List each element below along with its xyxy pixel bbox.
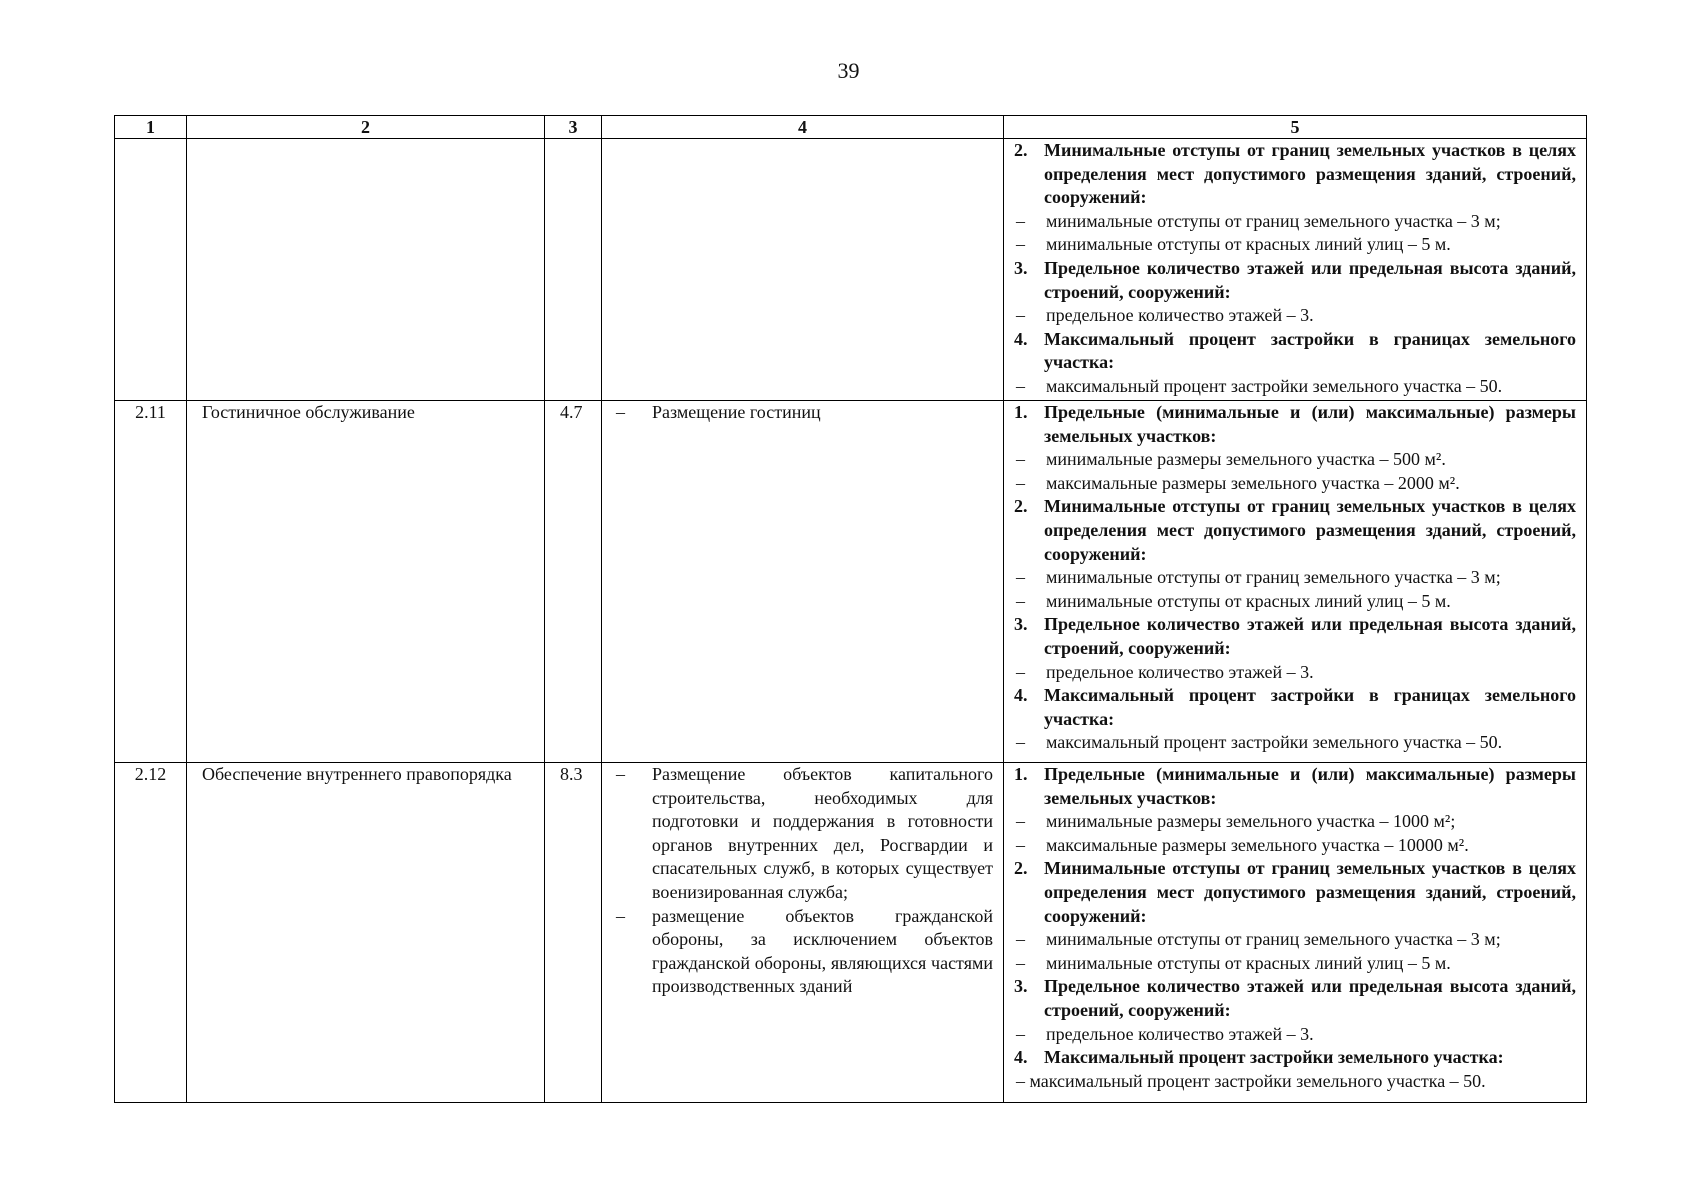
table-row — [115, 401, 1587, 763]
header-row — [115, 116, 1587, 139]
parameter-text: минимальные отступы от границ земельного участка – 3 м; — [1046, 567, 1501, 588]
parameter-text: минимальные размеры земельного участка – 1000 м²; — [1046, 811, 1456, 832]
use-type-code — [545, 139, 602, 401]
item-number: 4. — [1014, 1047, 1028, 1068]
parameter-value — [1014, 952, 1576, 976]
parameter-text: предельное количество этажей – 3. — [1046, 305, 1314, 326]
parameters-cell — [1004, 763, 1587, 1103]
dash-marker: – — [1016, 1023, 1025, 1044]
dash-marker: – — [1016, 811, 1025, 832]
parameter-value — [1014, 1023, 1576, 1047]
use-type-name — [187, 139, 545, 401]
description-item — [614, 763, 993, 905]
item-number: 2. — [1014, 858, 1028, 879]
row-number: 2.11 — [115, 401, 187, 763]
parameter-text: максимальные размеры земельного участка – 2000 м². — [1046, 472, 1460, 493]
parameter-heading — [1014, 257, 1576, 304]
parameter-text: Минимальные отступы от границ земельных участков в целях определения мест допустимого размещения зданий, строений, сооружений: — [1044, 140, 1576, 208]
item-number: 1. — [1014, 764, 1028, 784]
parameter-value — [1014, 448, 1576, 472]
dash-marker: – — [1016, 472, 1025, 493]
parameter-text: Предельное количество этажей или предельная высота зданий, строений, сооружений: — [1044, 257, 1576, 302]
use-type-name: Обеспечение внутреннего правопорядка — [187, 763, 545, 1103]
parameter-value — [1014, 810, 1576, 834]
row-number: 2.12 — [115, 763, 187, 1103]
parameter-text: максимальный процент застройки земельного участка – 50. — [1029, 1070, 1486, 1091]
table-body — [115, 139, 1587, 1103]
header-cell-3: 3 — [545, 116, 602, 139]
header-cell-4: 4 — [602, 116, 1004, 139]
parameter-heading — [1014, 139, 1576, 210]
parameter-text: минимальные отступы от границ земельного участка – 3 м; — [1046, 210, 1501, 231]
parameter-value — [1014, 928, 1576, 952]
parameter-text: предельное количество этажей – 3. — [1046, 661, 1314, 682]
parameter-heading — [1014, 857, 1576, 928]
parameter-text: максимальный процент застройки земельного участка – 50. — [1046, 732, 1503, 753]
item-number: 3. — [1014, 976, 1028, 997]
parameter-text: максимальные размеры земельного участка – 10000 м². — [1046, 834, 1469, 855]
parameter-heading — [1014, 401, 1576, 448]
parameter-text: минимальные отступы от красных линий улиц – 5 м. — [1046, 234, 1451, 255]
dash-marker: – — [1016, 210, 1025, 231]
dash-marker: – — [1016, 661, 1025, 682]
table-row — [115, 763, 1587, 1103]
parameter-heading — [1014, 1046, 1576, 1070]
dash-marker: – — [1016, 1070, 1025, 1091]
regulations-table — [114, 115, 1587, 1103]
parameter-value — [1014, 233, 1576, 257]
parameter-text: Максимальный процент застройки земельного участка: — [1044, 1047, 1504, 1068]
row-number — [115, 139, 187, 401]
parameters-cell — [1004, 401, 1587, 763]
parameter-text: Максимальный процент застройки в границах земельного участка: — [1044, 685, 1576, 729]
dash-marker: – — [1016, 952, 1025, 973]
parameter-text: Предельное количество этажей или предельная высота зданий, строений, сооружений: — [1044, 614, 1576, 658]
header-cell-1: 1 — [115, 116, 187, 139]
parameter-text: минимальные отступы от красных линий улиц – 5 м. — [1046, 590, 1451, 611]
dash-marker: – — [1016, 375, 1025, 396]
parameter-text: минимальные размеры земельного участка – 500 м². — [1046, 449, 1446, 470]
header-cell-2: 2 — [187, 116, 545, 139]
dash-marker: – — [1016, 234, 1025, 255]
dash-marker: – — [616, 402, 625, 422]
use-description — [602, 763, 1004, 1103]
parameter-text: минимальные отступы от границ земельного участка – 3 м; — [1046, 929, 1501, 950]
parameter-value — [1014, 375, 1576, 399]
parameter-heading — [1014, 975, 1576, 1022]
parameter-value — [1014, 834, 1576, 858]
dash-marker: – — [1016, 449, 1025, 470]
page-number: 39 — [837, 58, 860, 83]
dash-marker: – — [1016, 834, 1025, 855]
item-number: 3. — [1014, 614, 1028, 635]
item-number: 2. — [1014, 140, 1028, 160]
use-description — [602, 401, 1004, 763]
parameter-text: Предельные (минимальные и (или) максимальные) размеры земельных участков: — [1044, 402, 1576, 446]
parameters-cell — [1004, 139, 1587, 401]
use-description — [602, 139, 1004, 401]
parameter-text: Предельные (минимальные и (или) максимальные) размеры земельных участков: — [1044, 764, 1576, 808]
parameter-text: Предельное количество этажей или предельная высота зданий, строений, сооружений: — [1044, 976, 1576, 1020]
parameter-value — [1014, 210, 1576, 234]
dash-marker: – — [1016, 929, 1025, 950]
parameter-text: Максимальный процент застройки в границах земельного участка: — [1044, 328, 1576, 373]
item-number: 4. — [1014, 685, 1028, 706]
description-item — [614, 905, 993, 999]
dash-marker: – — [1016, 732, 1025, 753]
description-text: Размещение объектов капитального строительства, необходимых для подготовки и поддержания в готовности органов внутренних дел, Росгвардии и спасательных служб, в которых существует военизированная служба; — [652, 764, 993, 902]
parameter-value — [1014, 661, 1576, 685]
parameter-value — [1014, 1070, 1576, 1094]
item-number: 2. — [1014, 496, 1028, 517]
parameter-value — [1014, 590, 1576, 614]
item-number: 1. — [1014, 402, 1028, 422]
item-number: 3. — [1014, 257, 1028, 278]
header-cell-5: 5 — [1004, 116, 1587, 139]
parameter-heading — [1014, 495, 1576, 566]
table-row — [115, 139, 1587, 401]
dash-marker: – — [1016, 567, 1025, 588]
parameter-text: предельное количество этажей – 3. — [1046, 1023, 1314, 1044]
use-type-name: Гостиничное обслуживание — [187, 401, 545, 763]
parameter-value — [1014, 731, 1576, 755]
parameter-heading — [1014, 684, 1576, 731]
parameter-value — [1014, 304, 1576, 328]
description-text: Размещение гостиниц — [652, 402, 821, 422]
parameter-value — [1014, 566, 1576, 590]
dash-marker: – — [1016, 305, 1025, 326]
description-text: размещение объектов гражданской обороны, за исключением объектов гражданской обороны, являющихся частями производственных зданий — [652, 905, 993, 997]
parameter-heading — [1014, 328, 1576, 375]
dash-marker: – — [616, 905, 625, 926]
description-item — [614, 401, 993, 425]
parameter-text: минимальные отступы от красных линий улиц – 5 м. — [1046, 952, 1451, 973]
parameter-heading — [1014, 613, 1576, 660]
parameter-text: максимальный процент застройки земельного участка – 50. — [1046, 375, 1503, 396]
parameter-value — [1014, 472, 1576, 496]
dash-marker: – — [616, 764, 625, 784]
parameter-text: Минимальные отступы от границ земельных участков в целях определения мест допустимого размещения зданий, строений, сооружений: — [1044, 496, 1576, 564]
item-number: 4. — [1014, 328, 1028, 349]
parameter-heading — [1014, 763, 1576, 810]
parameter-text: Минимальные отступы от границ земельных участков в целях определения мест допустимого размещения зданий, строений, сооружений: — [1044, 858, 1576, 926]
use-type-code: 8.3 — [545, 763, 602, 1103]
dash-marker: – — [1016, 590, 1025, 611]
use-type-code: 4.7 — [545, 401, 602, 763]
